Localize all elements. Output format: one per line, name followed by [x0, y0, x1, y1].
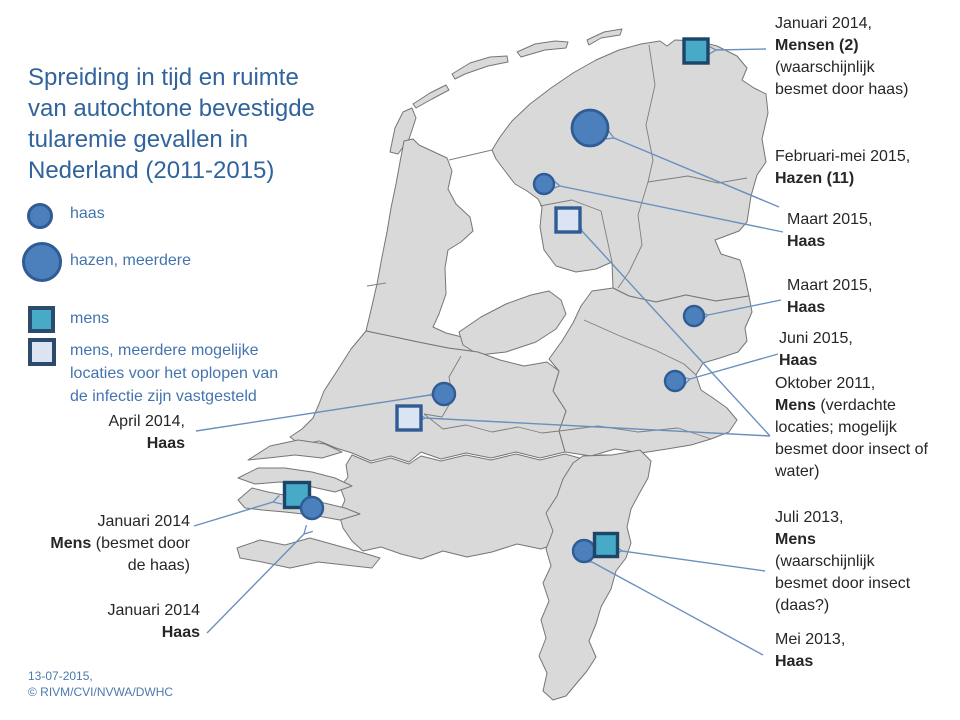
- legend-mens-label: mens: [70, 310, 110, 327]
- annotation-line: Januari 2014: [97, 513, 190, 530]
- annotation-line: de haas): [127, 557, 190, 574]
- region-north: [492, 40, 768, 302]
- annotation-januari-2014-mensen: [775, 13, 908, 101]
- annotation-line: water): [775, 463, 820, 480]
- annotation-juli-2013-mens: [775, 507, 910, 617]
- title-line: Spreiding in tijd en ruimte: [28, 64, 299, 91]
- annotation-line: Haas: [779, 352, 818, 369]
- legend-text-line: de infectie zijn vastgesteld: [70, 388, 257, 405]
- annotation-line: Haas: [146, 435, 185, 452]
- marker-mensen-groningen: [684, 39, 708, 63]
- region-flevoland: [459, 291, 566, 355]
- annotation-line: Juni 2015,: [779, 330, 853, 347]
- marker-mens-oktober-vianen: [397, 406, 421, 430]
- annotation-line: Januari 2014: [107, 602, 200, 619]
- annotation-line: locaties; mogelijk: [775, 419, 897, 436]
- title-line: tularemie gevallen in: [28, 126, 249, 153]
- region-west: [290, 331, 566, 462]
- annotation-februari-mei-2015-hazen: [775, 146, 910, 190]
- marker-haas-maart-2: [684, 306, 704, 326]
- annotation-line: Mens (besmet door: [50, 535, 190, 552]
- marker-haas-april: [433, 383, 455, 405]
- arrow-line: [592, 562, 763, 655]
- legend-haas-label: haas: [70, 205, 105, 222]
- footer-date: 13-07-2015,: [28, 669, 93, 683]
- legend-text-line: mens, meerdere mogelijke: [70, 342, 259, 359]
- annotation-line: Haas: [787, 299, 826, 316]
- annotation-mei-2013-haas: [775, 629, 845, 673]
- annotation-line: Hazen (11): [775, 170, 855, 187]
- legend-text-line: locaties voor het oplopen van: [70, 365, 279, 382]
- annotation-line: Mens: [775, 531, 816, 548]
- annotation-april-2014-haas: [109, 411, 186, 455]
- annotation-line: Haas: [775, 653, 814, 670]
- annotation-line: Mensen (2): [775, 37, 859, 54]
- annotation-januari-2014-haas: [107, 600, 200, 644]
- marker-mens-oktober-nop: [556, 208, 580, 232]
- annotation-line: Januari 2014,: [775, 15, 872, 32]
- legend-hazen-meerdere-icon: [22, 242, 62, 282]
- marker-haas-januari-zeeland: [301, 497, 323, 519]
- annotation-line: Mei 2013,: [775, 631, 846, 648]
- annotation-line: Juli 2013,: [775, 509, 844, 526]
- title-line: Nederland (2011-2015): [28, 157, 275, 184]
- annotation-line: besmet door haas): [775, 81, 909, 98]
- marker-hazen-friesland: [572, 110, 608, 146]
- afsluitdijk: [449, 150, 492, 160]
- legend-mens-icon: [28, 306, 55, 333]
- annotation-line: Haas: [787, 233, 826, 250]
- arrow-line: [622, 551, 765, 571]
- marker-haas-maart-1: [534, 174, 554, 194]
- annotation-line: Maart 2015,: [787, 211, 873, 228]
- footer: [28, 668, 173, 700]
- annotation-oktober-2011-mens: [775, 373, 928, 483]
- title-line: van autochtone bevestigde: [28, 95, 315, 122]
- annotation-line: (daas?): [775, 597, 830, 614]
- legend-mens-meerdere-icon: [28, 338, 56, 366]
- footer-copyright: © RIVM/CVI/NVWA/DWHC: [28, 685, 174, 699]
- annotation-line: Oktober 2011,: [775, 375, 876, 392]
- annotation-line: (waarschijnlijk: [775, 59, 875, 76]
- annotation-maart-2015-haas-2: [787, 275, 872, 319]
- annotation-maart-2015-haas-1: [787, 209, 872, 253]
- legend-mens-meerdere-label: [70, 339, 320, 408]
- annotation-line: Maart 2015,: [787, 277, 873, 294]
- annotation-line: besmet door insect: [775, 575, 911, 592]
- annotation-line: Februari-mei 2015,: [775, 148, 911, 165]
- annotation-line: (waarschijnlijk: [775, 553, 875, 570]
- arrow-line: [194, 502, 273, 526]
- annotation-line: April 2014,: [108, 413, 185, 430]
- annotation-juni-2015-haas: [779, 328, 853, 372]
- region-noord-holland: [366, 139, 478, 352]
- marker-haas-juni: [665, 371, 685, 391]
- page-title: [28, 62, 315, 186]
- annotation-line: besmet door insect of: [775, 441, 928, 458]
- annotation-januari-2014-mens: [50, 511, 190, 577]
- legend-haas-icon: [27, 203, 53, 229]
- marker-haas-mei: [573, 540, 595, 562]
- legend-hazen-meerdere-label: hazen, meerdere: [70, 252, 191, 269]
- annotation-line: Mens (verdachte: [775, 397, 896, 414]
- arrow-line: [716, 49, 766, 50]
- annotation-line: Haas: [161, 624, 200, 641]
- marker-mens-juli-limburg: [595, 534, 618, 557]
